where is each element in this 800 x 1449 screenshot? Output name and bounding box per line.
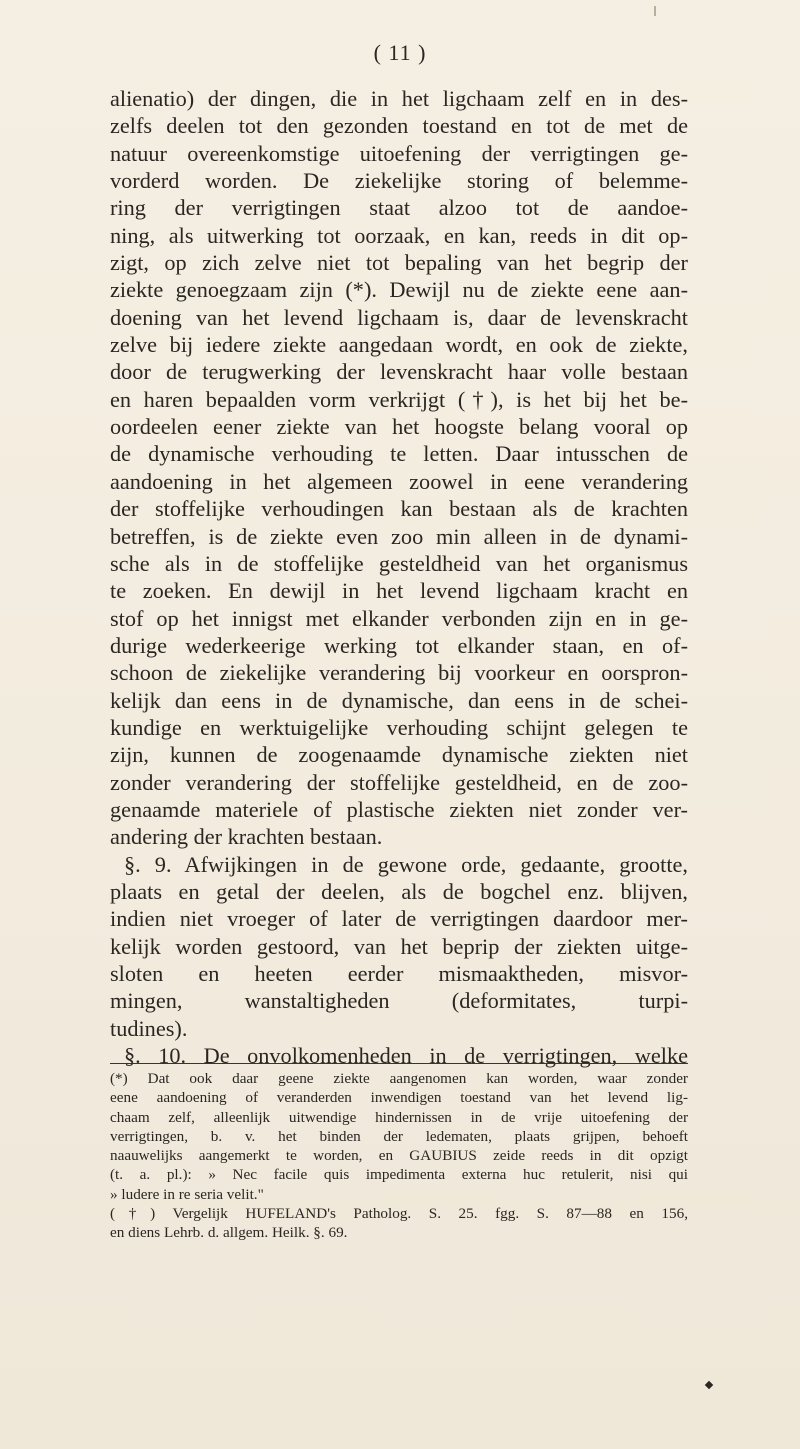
footnote-line: (†) Vergelijk HUFELAND's Patholog. S. 25. fgg. S. 87—88 en 156, — [110, 1205, 688, 1223]
text-line: durige wederkeerige werking tot elkander staan, en of- — [110, 632, 688, 658]
text-line: zonder verandering der stoffelijke gesteldheid, en de zoo- — [110, 769, 688, 795]
printer-mark — [705, 1381, 713, 1389]
text-line: indien niet vroeger of later de verrigtingen daardoor mer- — [110, 906, 688, 932]
text-line: de dynamische verhouding te letten. Daar intusschen de — [110, 441, 688, 467]
text-line: alienatio) der dingen, die in het ligchaam zelf en in des- — [110, 86, 688, 111]
text-line: stof op het innigst met elkander verbonden zijn en in ge- — [110, 605, 688, 631]
text-line: betreffen, is de ziekte even zoo min alleen in de dynami- — [110, 523, 688, 549]
footnote-divider — [110, 1063, 688, 1064]
footnote-line: verrigtingen, b. v. het binden der ledematen, plaats grijpen, behoeft — [110, 1127, 688, 1145]
text-line: en haren bepaalden vorm verkrijgt (†), is het bij het be- — [110, 386, 688, 412]
footnote-line: eene aandoening of veranderden inwendigen toestand van het levend lig- — [110, 1089, 688, 1107]
text-line: zelfs deelen tot den gezonden toestand en tot de met de — [110, 113, 688, 139]
section-9-line: §. 9. Afwijkingen in de gewone orde, gedaante, grootte, — [124, 851, 688, 877]
text-line: ning, als uitwerking tot oorzaak, en kan, reeds in dit op- — [110, 222, 688, 248]
footnote-line: naauwelijks aangemerkt te worden, en GAUBIUS zeide reeds in dit opzigt — [110, 1147, 688, 1165]
page-number: ( 11 ) — [373, 40, 427, 65]
footnote-line: en diens Lehrb. d. allgem. Heilk. §. 69. — [110, 1224, 348, 1242]
text-line: plaats en getal der deelen, als de bogchel enz. blijven, — [110, 878, 688, 904]
text-line: ziekte genoegzaam zijn (*). Dewijl nu de ziekte eene aan- — [110, 277, 688, 303]
text-line: sche als in de stoffelijke gesteldheid van het organismus — [110, 550, 688, 576]
footnote-line: (*) Dat ook daar geene ziekte aangenomen kan worden, waar zonder — [110, 1070, 688, 1087]
footnote-line: chaam zelf, alleenlijk uitwendige hindernissen in de vrije uitoefening der — [110, 1108, 688, 1126]
main-text — [110, 85, 688, 1069]
text-line: door de terugwerking der levenskracht haar volle bestaan — [110, 359, 688, 385]
page-smudge — [654, 6, 656, 16]
text-line: sloten en heeten eerder mismaaktheden, misvor- — [110, 961, 688, 986]
footnote-line: » ludere in re seria velit." — [110, 1185, 264, 1203]
text-line: zelve bij iedere ziekte aangedaan wordt, en ook de ziekte, — [110, 332, 688, 358]
footnotes — [110, 1069, 688, 1243]
text-line: vorderd worden. De ziekelijke storing of belemme- — [110, 168, 688, 194]
text-line: schoon de ziekelijke verandering bij voorkeur en oorspron- — [110, 660, 688, 686]
text-line: oordeelen eener ziekte van het hoogste belang vooral op — [110, 414, 688, 440]
text-line: kelijk worden gestoord, van het beprip der ziekten uitge- — [110, 933, 688, 959]
text-line: ring der verrigtingen staat alzoo tot de aandoe- — [110, 195, 688, 221]
text-line: zijn, kunnen de zoogenaamde dynamische ziekten niet — [110, 742, 688, 768]
text-line: der stoffelijke verhoudingen kan bestaan als de krachten — [110, 496, 688, 522]
text-line: te zoeken. En dewijl in het levend ligchaam kracht en — [110, 578, 688, 604]
footnote-line: (t. a. pl.): » Nec facile quis impedimenta externa huc retulerit, nisi qui — [110, 1166, 688, 1184]
text-line: aandoening in het algemeen zoowel in eene verandering — [110, 468, 688, 494]
text-line: zigt, op zich zelve niet tot bepaling van het begrip der — [110, 250, 688, 276]
text-line: mingen, wanstaltigheden (deformitates, turpi- — [110, 988, 688, 1014]
section-10-line: §. 10. De onvolkomenheden in de verrigtingen, welke — [124, 1043, 688, 1069]
text-line: andering der krachten bestaan. — [110, 824, 383, 850]
text-line: natuur overeenkomstige uitoefening der verrigtingen ge- — [110, 140, 688, 166]
text-line: genaamde materiele of plastische ziekten niet zonder ver- — [110, 796, 688, 822]
text-line: doening van het levend ligchaam is, daar de levenskracht — [110, 304, 688, 330]
text-line: kelijk dan eens in de dynamische, dan eens in de schei- — [110, 687, 688, 713]
text-line: tudines). — [110, 1015, 188, 1041]
text-line: kundige en werktuigelijke verhouding schijnt gelegen te — [110, 714, 688, 740]
